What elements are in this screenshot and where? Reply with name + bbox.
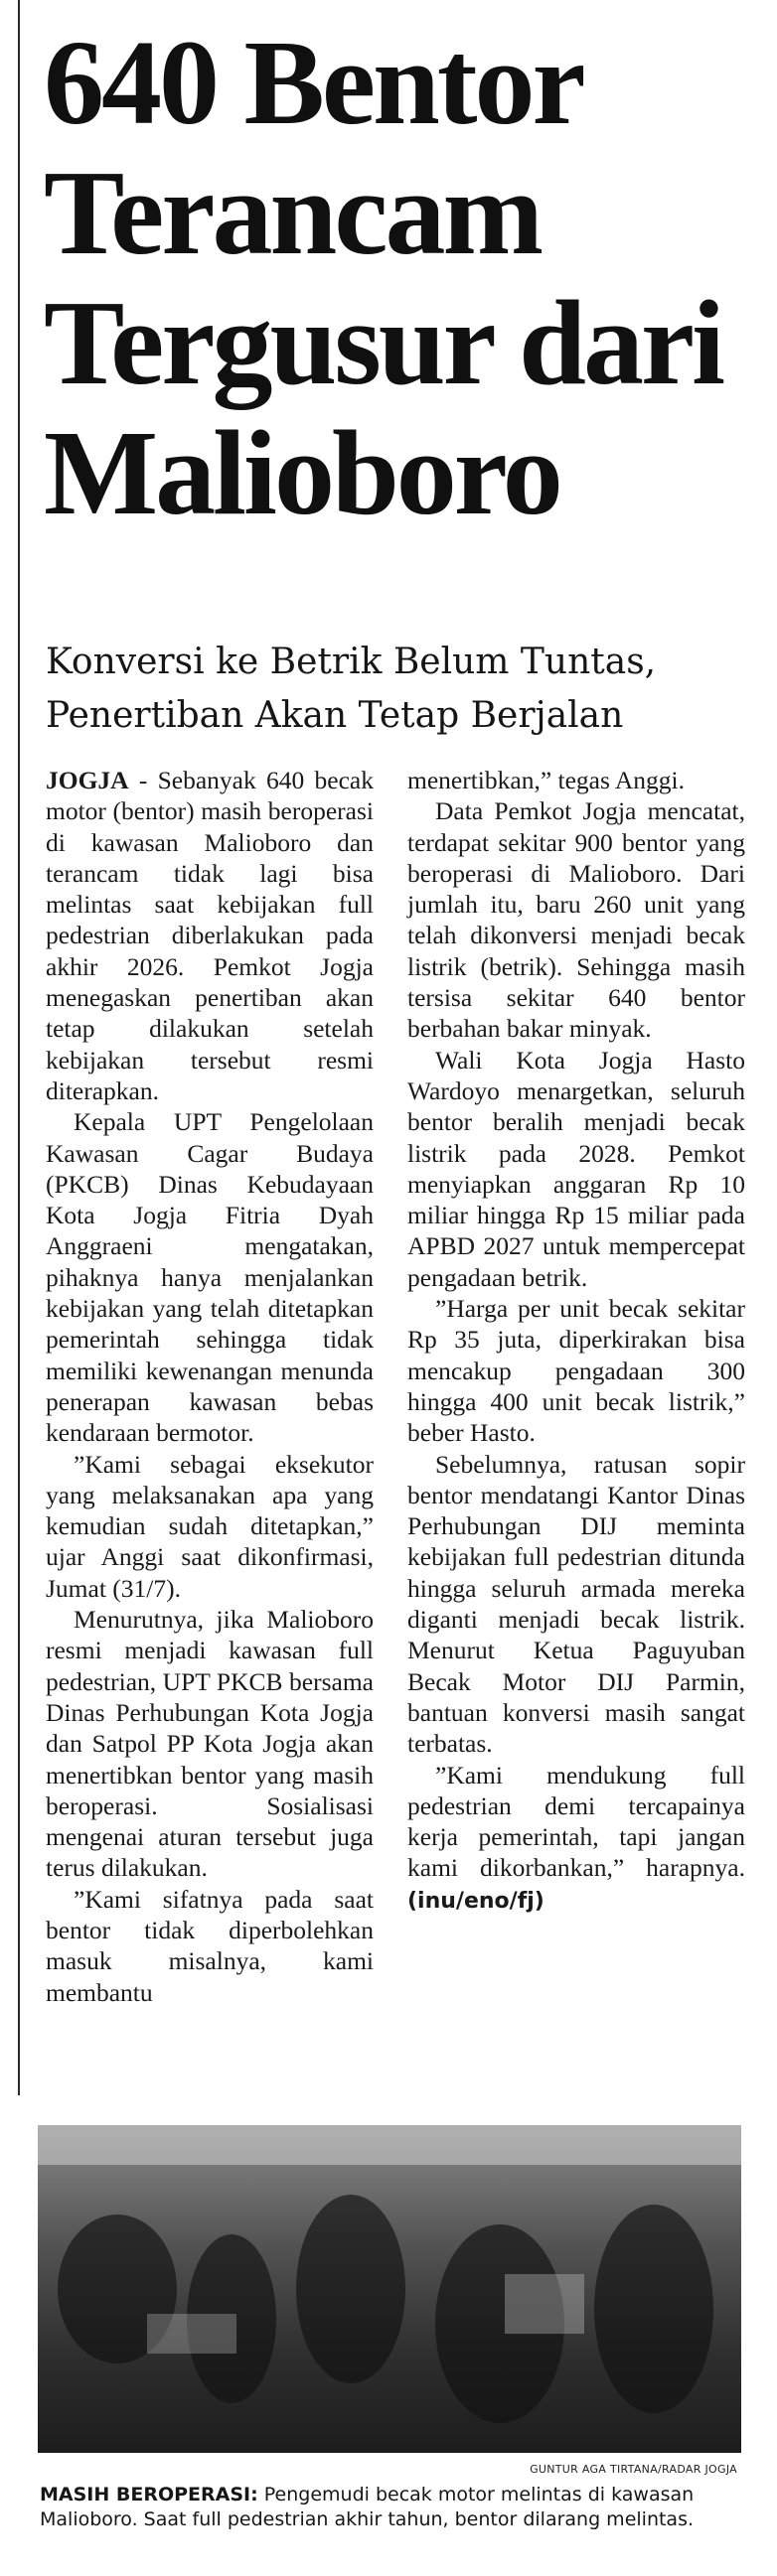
headline-line: Malioboro: [44, 406, 560, 540]
photo-caption: [40, 2483, 755, 2532]
paragraph-text: - Sebanyak 640 becak motor (bentor) masih beroperasi di kawasan Malioboro dan terancam tidak lagi bisa melintas saat kebijakan full pedestrian diberlakukan pada akhir 2026. Pemkot Jogja menegaskan penertiban akan tetap dilakukan setelah kebijakan tersebut resmi diterapkan.: [46, 766, 374, 1105]
paragraph: Sebelumnya, ratusan sopir bentor mendatangi Kantor Dinas Perhubungan DIJ meminta kebijakan full pedestrian ditunda hingga seluruh armada mereka diganti menjadi becak listrik. Menurut Ketua Paguyuban Becak Motor DIJ Parmin, bantuan konversi masih sangat terbatas.: [407, 1449, 745, 1759]
photo-figure: [594, 2205, 713, 2413]
paragraph: ”Kami sebagai eksekutor yang melaksanakan apa yang kemudian sudah ditetapkan,” ujar Anggi saat dikonfirmasi, Jumat (31/7).: [46, 1449, 374, 1603]
paragraph: ”Harga per unit becak sekitar Rp 35 juta, diperkirakan bisa mencakup pengadaan 300 hingga 400 unit becak listrik,” beber Hasto.: [407, 1294, 745, 1448]
photo-sky: [38, 2125, 741, 2165]
byline: (inu/eno/fj): [407, 1888, 544, 1914]
dateline: JOGJA: [46, 766, 129, 794]
paragraph: [407, 1760, 745, 1917]
subheadline-line: Penertiban Akan Tetap Berjalan: [46, 695, 624, 736]
paragraph: ”Kami sifatnya pada saat bentor tidak diperbolehkan masuk misalnya, kami membantu: [46, 1884, 374, 2007]
article-column-right: [407, 765, 745, 1917]
paragraph: Data Pemkot Jogja mencatat, terdapat sekitar 900 bentor yang beroperasi di Malioboro. Dari jumlah itu, baru 260 unit yang telah dikonversi menjadi becak listrik (betrik). Sehingga masih tersisa sekitar 640 bentor berbahan bakar minyak.: [407, 796, 745, 1044]
caption-text: Pengemudi becak motor melintas di kawasan Malioboro. Saat full pedestrian akhir tahun, bentor dilarang melintas.: [40, 2484, 695, 2530]
paragraph-text: ”Kami mendukung full pedestrian demi tercapainya kerja pemerintah, tapi jangan kami dikorbankan,” harapnya.: [407, 1760, 745, 1883]
subheadline-line: Konversi ke Betrik Belum Tuntas,: [46, 642, 657, 682]
headline: [44, 18, 759, 538]
article-column-left: [46, 765, 374, 2008]
subheadline: [46, 636, 751, 743]
paragraph: Menurutnya, jika Malioboro resmi menjadi kawasan full pedestrian, UPT PKCB bersama Dinas Perhubungan Kota Jogja dan Satpol PP Kota Jogja akan menertibkan bentor yang masih beroperasi. Sosialisasi mengenai aturan tersebut juga terus dilakukan.: [46, 1605, 374, 1883]
paragraph: [46, 765, 374, 1106]
paragraph: menertibkan,” tegas Anggi.: [407, 766, 686, 794]
headline-line: 640 Bentor: [44, 16, 583, 150]
photo-becak: [505, 2274, 584, 2334]
news-photo: [38, 2125, 741, 2453]
headline-line: Terancam: [44, 146, 542, 280]
caption-lead: MASIH BEROPERASI:: [40, 2484, 258, 2505]
paragraph: Kepala UPT Pengelolaan Kawasan Cagar Budaya (PKCB) Dinas Kebudayaan Kota Jogja Fitria Dyah Anggraeni mengatakan, pihaknya hanya menjalankan kebijakan yang telah ditetapkan pemerintah sehingga tidak memiliki kewenangan menunda penerapan kawasan bebas kendaraan bermotor.: [46, 1107, 374, 1448]
photo-figure: [296, 2195, 405, 2383]
column-rule: [18, 0, 20, 2095]
headline-line: Tergusur dari: [44, 276, 722, 410]
photo-motorcycle: [147, 2314, 236, 2354]
photo-credit: GUNTUR AGA TIRTANA/RADAR JOGJA: [530, 2463, 737, 2476]
paragraph: Wali Kota Jogja Hasto Wardoyo menargetkan, seluruh bentor beralih menjadi becak listrik pada 2028. Pemkot menyiapkan anggaran Rp 10 miliar hingga Rp 15 miliar pada APBD 2027 untuk mempercepat pengadaan betrik.: [407, 1045, 745, 1292]
